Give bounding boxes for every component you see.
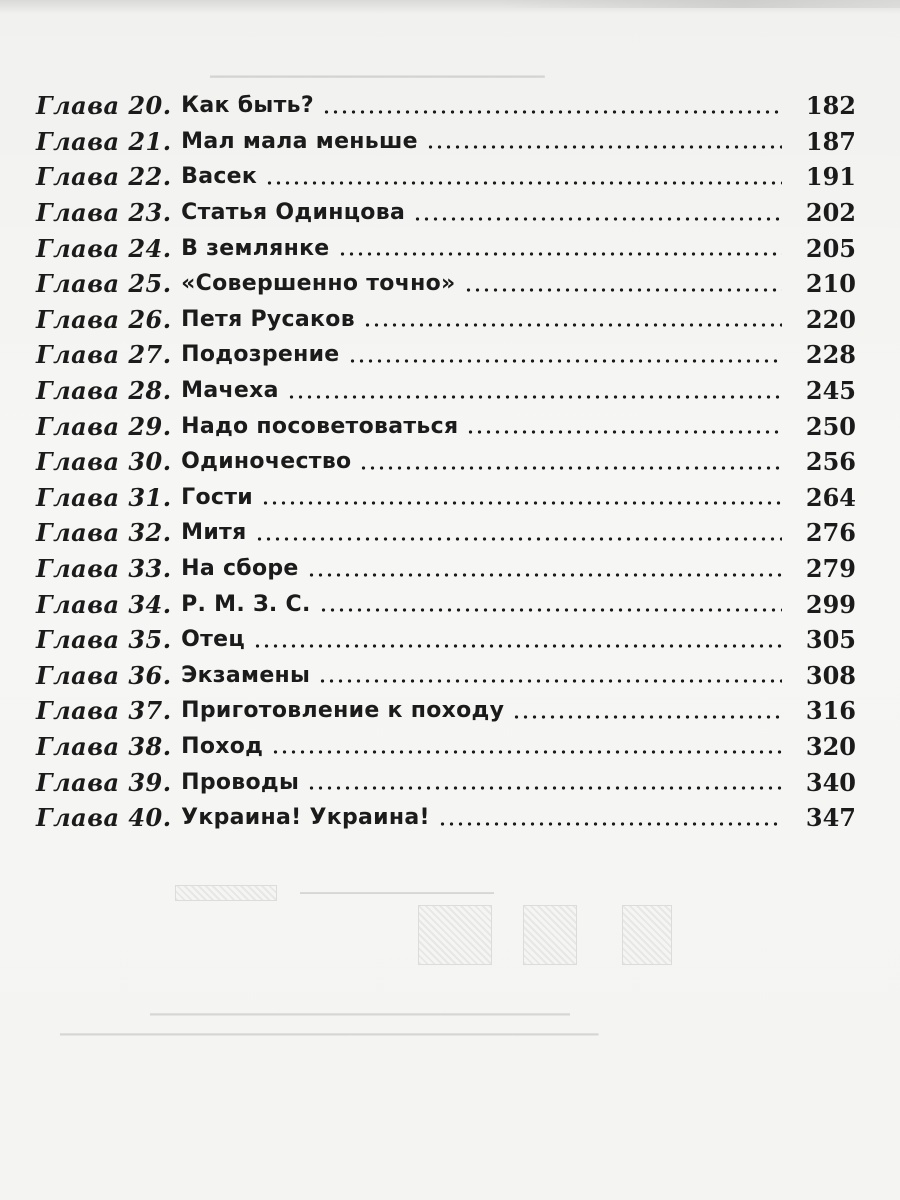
chapter-separator: . — [162, 340, 172, 370]
dot-leader — [265, 181, 782, 185]
show-through-line: ▁▁▁▁▁▁▁▁▁▁▁▁▁▁▁▁▁▁▁▁▁▁▁▁▁▁▁▁▁ — [210, 60, 545, 78]
dot-leader — [348, 359, 782, 363]
page-number: 299 — [805, 589, 856, 619]
dot-leader — [363, 323, 782, 327]
chapter-title: Статья Одинцова — [181, 200, 406, 226]
toc-entry — [36, 693, 856, 729]
chapter-number: Глава 29 — [36, 411, 163, 441]
dot-leader — [318, 679, 782, 683]
toc-entry — [36, 195, 856, 231]
chapter-title: Надо посоветоваться — [181, 413, 459, 439]
chapter-number: Глава 28 — [36, 376, 163, 406]
show-through-logo — [175, 885, 277, 901]
page-number: 276 — [805, 518, 856, 548]
chapter-number: Глава 20 — [36, 91, 163, 121]
chapter-number: Глава 32 — [36, 518, 163, 548]
chapter-title: Проводы — [181, 769, 300, 795]
table-of-contents — [36, 88, 856, 835]
dot-leader — [261, 501, 782, 505]
chapter-separator: . — [162, 767, 172, 797]
chapter-number: Глава 34 — [36, 589, 163, 619]
chapter-title: Р. М. З. С. — [181, 591, 311, 617]
chapter-separator: . — [162, 625, 172, 655]
toc-entry — [36, 515, 856, 551]
toc-entry — [36, 337, 856, 373]
chapter-number: Глава 35 — [36, 625, 163, 655]
dot-leader — [438, 822, 782, 826]
page-number: 202 — [805, 198, 856, 228]
toc-entry — [36, 373, 856, 409]
toc-entry — [36, 408, 856, 444]
chapter-number: Глава 38 — [36, 731, 163, 761]
chapter-number: Глава 23 — [36, 198, 163, 228]
page-number: 308 — [805, 660, 856, 690]
chapter-number: Глава 25 — [36, 269, 163, 299]
page-number: 182 — [805, 91, 856, 121]
chapter-separator: . — [162, 126, 172, 156]
chapter-number: Глава 37 — [36, 696, 163, 726]
dot-leader — [464, 288, 782, 292]
page-top-edge — [500, 0, 900, 8]
chapter-separator: . — [162, 518, 172, 548]
show-through-line: ▁▁▁▁▁▁▁▁▁▁▁▁▁▁▁▁▁▁▁▁▁▁▁▁▁▁▁▁▁▁▁▁▁▁▁▁▁▁▁▁▁▁▁▁▁▁▁▁▁▁ — [60, 1020, 599, 1036]
chapter-title: Приготовление к походу — [181, 698, 505, 724]
chapter-title: Мачеха — [181, 378, 279, 404]
chapter-separator: . — [162, 803, 172, 833]
toc-entry — [36, 586, 856, 622]
dot-leader — [322, 110, 782, 114]
dot-leader — [253, 644, 782, 648]
chapter-number: Глава 33 — [36, 554, 163, 584]
show-through-qr-code — [418, 905, 492, 965]
chapter-title: Мал мала меньше — [181, 128, 418, 154]
page-number: 279 — [805, 554, 856, 584]
toc-entry — [36, 480, 856, 516]
chapter-separator: . — [162, 376, 172, 406]
show-through-line: ▁▁▁▁▁▁▁▁▁▁▁▁▁▁▁▁▁▁▁▁▁▁▁▁▁▁▁▁▁▁▁▁▁▁▁▁▁▁▁ — [150, 1000, 570, 1016]
dot-leader — [255, 537, 782, 541]
chapter-number: Глава 27 — [36, 340, 163, 370]
toc-entry — [36, 266, 856, 302]
chapter-separator: . — [162, 447, 172, 477]
toc-entry — [36, 729, 856, 765]
dot-leader — [287, 395, 782, 399]
page-number: 245 — [805, 376, 856, 406]
page-number: 316 — [805, 696, 856, 726]
page-number: 205 — [805, 233, 856, 263]
chapter-number: Глава 24 — [36, 233, 163, 263]
dot-leader — [512, 715, 782, 719]
chapter-title: Гости — [181, 484, 253, 510]
chapter-separator: . — [162, 304, 172, 334]
toc-entry — [36, 551, 856, 587]
chapter-separator: . — [162, 731, 172, 761]
page-number: 187 — [805, 126, 856, 156]
dot-leader — [319, 608, 782, 612]
chapter-separator: . — [162, 589, 172, 619]
chapter-separator: . — [162, 233, 172, 263]
chapter-number: Глава 30 — [36, 447, 163, 477]
chapter-title: Отец — [181, 627, 246, 653]
page-number: 340 — [805, 767, 856, 797]
dot-leader — [413, 217, 782, 221]
chapter-separator: . — [162, 411, 172, 441]
page-number: 210 — [805, 269, 856, 299]
page-number: 264 — [805, 482, 856, 512]
toc-entry — [36, 302, 856, 338]
chapter-number: Глава 26 — [36, 304, 163, 334]
chapter-title: Митя — [181, 520, 247, 546]
chapter-number: Глава 40 — [36, 803, 163, 833]
chapter-separator: . — [162, 162, 172, 192]
dot-leader — [466, 430, 782, 434]
dot-leader — [338, 252, 782, 256]
toc-entry — [36, 88, 856, 124]
chapter-separator: . — [162, 482, 172, 512]
chapter-separator: . — [162, 198, 172, 228]
chapter-separator: . — [162, 269, 172, 299]
dot-leader — [426, 145, 782, 149]
dot-leader — [271, 750, 782, 754]
chapter-number: Глава 31 — [36, 482, 163, 512]
dot-leader — [307, 573, 782, 577]
toc-entry — [36, 622, 856, 658]
page-number: 191 — [805, 162, 856, 192]
chapter-separator: . — [162, 660, 172, 690]
dot-leader — [359, 466, 782, 470]
chapter-title: Украина! Украина! — [181, 805, 430, 831]
page-number: 305 — [805, 625, 856, 655]
toc-entry — [36, 124, 856, 160]
chapter-number: Глава 39 — [36, 767, 163, 797]
page-number: 256 — [805, 447, 856, 477]
page-number: 320 — [805, 731, 856, 761]
chapter-title: Поход — [181, 733, 264, 759]
page-number: 220 — [805, 304, 856, 334]
chapter-number: Глава 22 — [36, 162, 163, 192]
show-through-qr-code — [523, 905, 577, 965]
chapter-title: Экзамены — [181, 662, 311, 688]
chapter-separator: . — [162, 554, 172, 584]
chapter-title: «Совершенно точно» — [181, 271, 456, 297]
chapter-title: Подозрение — [181, 342, 340, 368]
toc-entry — [36, 159, 856, 195]
toc-entry — [36, 230, 856, 266]
page-number: 347 — [805, 803, 856, 833]
chapter-title: Петя Русаков — [181, 306, 355, 332]
chapter-number: Глава 21 — [36, 126, 163, 156]
chapter-title: В землянке — [181, 235, 330, 261]
toc-entry — [36, 764, 856, 800]
toc-entry — [36, 444, 856, 480]
chapter-title: Васек — [181, 164, 258, 190]
show-through-qr-code — [622, 905, 672, 965]
page-number: 250 — [805, 411, 856, 441]
page-number: 228 — [805, 340, 856, 370]
chapter-number: Глава 36 — [36, 660, 163, 690]
toc-entry — [36, 800, 856, 836]
chapter-separator: . — [162, 696, 172, 726]
toc-entry — [36, 658, 856, 694]
chapter-title: Одиночество — [181, 449, 352, 475]
chapter-title: Как быть? — [181, 93, 314, 119]
dot-leader — [307, 786, 782, 790]
show-through-line: ▁▁▁▁▁▁▁▁▁▁▁▁▁▁▁▁▁▁▁▁▁ — [300, 880, 494, 894]
chapter-title: На сборе — [181, 556, 299, 582]
chapter-separator: . — [162, 91, 172, 121]
